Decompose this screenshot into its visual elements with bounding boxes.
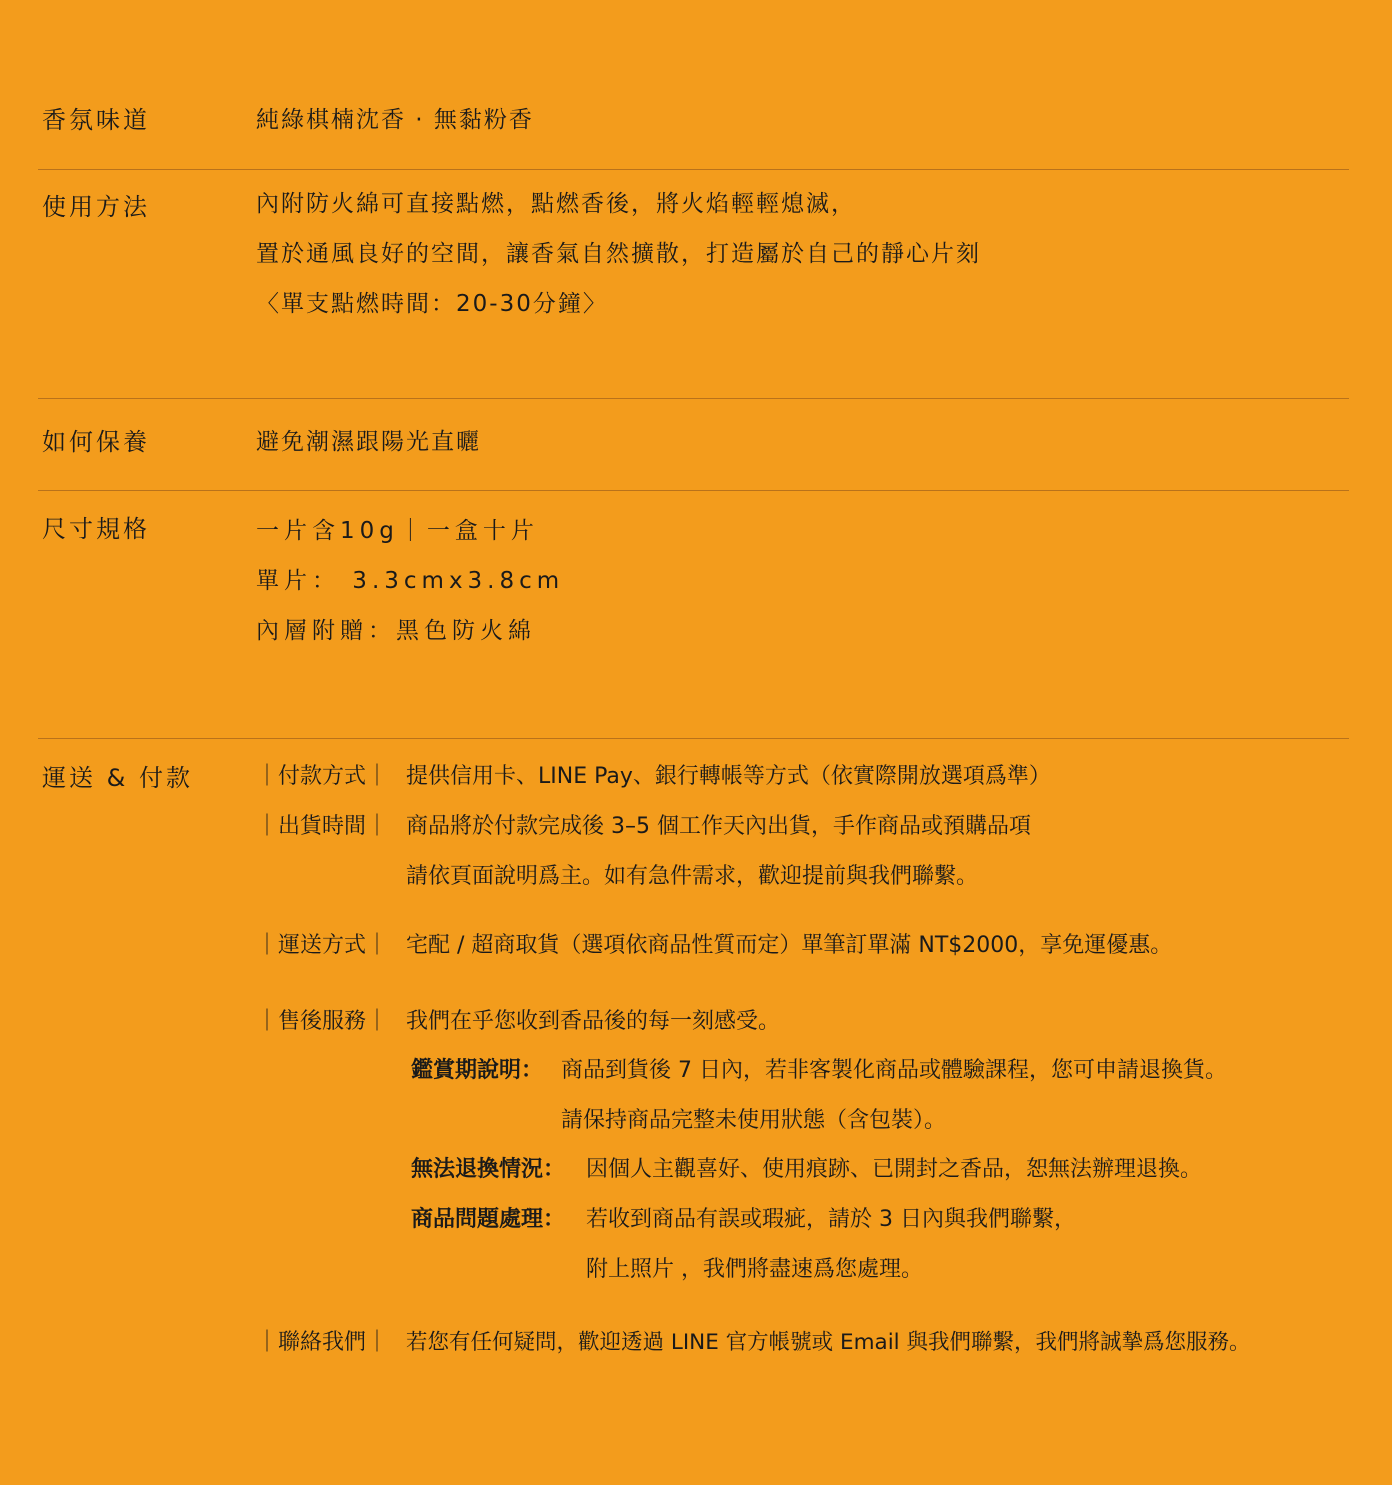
fragrance-value: 純綠棋楠沈香 · 無黏粉香 bbox=[256, 107, 534, 133]
size-line-2: 單片： 3.3cmx3.8cm bbox=[256, 568, 565, 594]
noreturn-text: 因個人主觀喜好、使用痕跡、已開封之香品，恕無法辦理退換。 bbox=[586, 1157, 1203, 1182]
noreturn-title: 無法退換情況： bbox=[411, 1157, 566, 1182]
usage-line-3: 〈單支點燃時間：20-30分鐘〉 bbox=[256, 291, 608, 317]
payment-text: 提供信用卡、LINE Pay、銀行轉帳等方式（依實際開放選項爲準） bbox=[406, 764, 1051, 789]
delivery-tag: ｜運送方式｜ bbox=[256, 933, 389, 958]
usage-label: 使用方法 bbox=[42, 193, 150, 221]
issue-text-1: 若收到商品有誤或瑕疵，請於 3 日內與我們聯繫， bbox=[586, 1207, 1076, 1232]
aftersales-tag: ｜售後服務｜ bbox=[256, 1009, 389, 1034]
payment-tag: ｜付款方式｜ bbox=[256, 764, 389, 789]
usage-line-2: 置於通風良好的空間，讓香氣自然擴散，打造屬於自己的靜心片刻 bbox=[256, 241, 981, 267]
shipping-label: 運送 & 付款 bbox=[42, 764, 193, 792]
divider bbox=[38, 490, 1349, 491]
divider bbox=[38, 398, 1349, 399]
appreciation-title: 鑑賞期說明： bbox=[411, 1058, 544, 1083]
delivery-text: 宅配 / 超商取貨（選項依商品性質而定）單筆訂單滿 NT$2000，享免運優惠。 bbox=[406, 933, 1173, 958]
size-label: 尺寸規格 bbox=[42, 515, 150, 543]
appreciation-text-2: 請保持商品完整未使用狀態（含包裝）。 bbox=[561, 1108, 947, 1133]
issue-title: 商品問題處理： bbox=[411, 1207, 566, 1232]
dispatch-tag: ｜出貨時間｜ bbox=[256, 814, 389, 839]
appreciation-text-1: 商品到貨後 7 日內，若非客製化商品或體驗課程，您可申請退換貨。 bbox=[561, 1058, 1227, 1083]
divider bbox=[38, 738, 1349, 739]
divider bbox=[38, 169, 1349, 170]
size-line-1: 一片含10g｜一盒十片 bbox=[256, 518, 539, 544]
usage-line-1: 內附防火綿可直接點燃，點燃香後，將火焰輕輕熄滅， bbox=[256, 191, 856, 217]
size-line-3: 內層附贈：黑色防火綿 bbox=[256, 618, 536, 644]
fragrance-label: 香氛味道 bbox=[42, 106, 150, 134]
contact-tag: ｜聯絡我們｜ bbox=[256, 1330, 389, 1355]
issue-text-2: 附上照片 ，我們將盡速爲您處理。 bbox=[586, 1257, 923, 1282]
care-label: 如何保養 bbox=[42, 428, 150, 456]
dispatch-text-2: 請依頁面說明爲主。如有急件需求，歡迎提前與我們聯繫。 bbox=[406, 864, 979, 889]
contact-text: 若您有任何疑問，歡迎透過 LINE 官方帳號或 Email 與我們聯繫，我們將誠摯爲您服務。 bbox=[406, 1330, 1251, 1355]
aftersales-intro: 我們在乎您收到香品後的每一刻感受。 bbox=[406, 1009, 781, 1034]
care-value: 避免潮濕跟陽光直曬 bbox=[256, 429, 481, 455]
dispatch-text-1: 商品將於付款完成後 3–5 個工作天內出貨，手作商品或預購品項 bbox=[406, 814, 1031, 839]
